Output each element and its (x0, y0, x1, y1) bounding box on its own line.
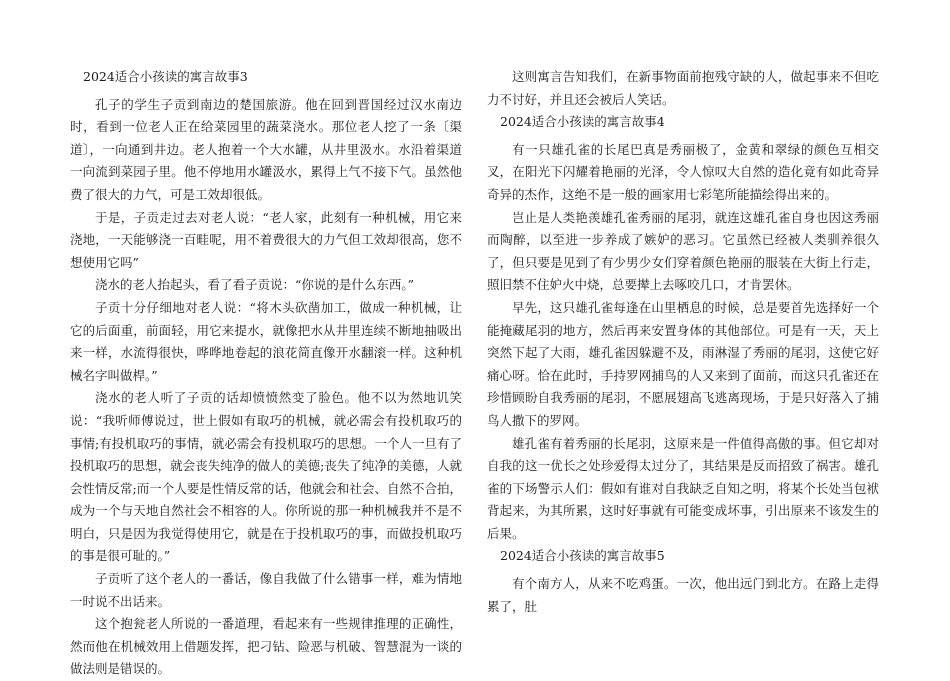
story-heading: 2024适合小孩读的寓言故事3 (83, 69, 248, 84)
paragraph: 这个抱瓮老人所说的一番道理，看起来有一些规律推理的正确性，然而他在机械效用上借题发挥，把刁钻、险恶与机破、智慧混为一谈的做法则是错误的。 (70, 616, 462, 677)
paragraph: 有个南方人，从来不吃鸡蛋。一次，他出远门到北方。在路上走得累了，肚 (487, 576, 879, 614)
paragraph: 这则寓言告知我们，在新事物面前抱残守缺的人，做起事来不但吃力不讨好，并且还会被后人笑话。 (487, 69, 879, 107)
paragraph: 孔子的学生子贡到南边的楚国旅游。他在回到晋国经过汉水南边时，看到一位老人正在给菜园里的蔬菜浇水。那位老人挖了一条〔渠道〕，一向通到井边。老人抱着一个大水罐，从井里汲水。水沿着渠道一向流到菜园子里。他不停地用水罐汲水，累得上气不接下气。虽然他费了很大的力气，可是工效却很低。 (70, 96, 462, 202)
paragraph: 浇水的老人听了子贡的话却愤愤然变了脸色。他不以为然地讥笑说：“我听师傅说过，世上假如有取巧的机械，就必需会有投机取巧的事情;有投机取巧的事情，就必需会有投机取巧的思想。一个人一旦有了投机取巧的思想，就会丧失纯净的做人的美德;丧失了纯净的美德，人就会性情反常;而一个人要是性情反常的话，他就会和社会、自然不合拍，成为一个与天地自然社会不相容的人。你所说的那一种机械我并不是不明白，只是因为我觉得使用它，就是在于投机取巧的事，而做投机取巧的事是很可耻的。” (70, 390, 462, 564)
paragraph: 浇水的老人抬起头，看了看子贡说：“你说的是什么东西。” (95, 277, 415, 293)
paragraph: 于是，子贡走过去对老人说：“老人家，此刻有一种机械，用它来浇地，一天能够浇一百畦呢，用不着费很大的力气但工效却很高，您不想使用它吗” (70, 209, 462, 270)
paragraph: 有一只雄孔雀的长尾巴真是秀丽极了，金黄和翠绿的颜色互相交叉，在阳光下闪耀着艳丽的光泽，令人惊叹大自然的造化竟有如此奇异奇异的杰作，这绝不是一般的画家用七彩笔所能描绘得出来的。 (487, 141, 879, 202)
paragraph: 早先，这只雄孔雀每逢在山里栖息的时候，总是要首先选择好一个能掩藏尾羽的地方，然后再来安置身体的其他部位。可是有一天，天上突然下起了大雨，雄孔雀因躲避不及，雨淋湿了秀丽的尾羽，这使它好痛心呀。恰在此时，手持罗网捕鸟的人又来到了面前，而这只孔雀还在珍惜顾盼自我秀丽的尾羽，不愿展翅高飞逃离现场，于是只好落入了捕鸟人撒下的罗网。 (487, 299, 879, 428)
right-column (487, 66, 879, 618)
paragraph: 子贡听了这个老人的一番话，像自我做了什么错事一样，难为情地一时说不出话来。 (70, 571, 462, 609)
left-column (70, 66, 462, 681)
paragraph: 雄孔雀有着秀丽的长尾羽，这原来是一件值得高傲的事。但它却对自我的这一优长之处珍爱得太过分了，其结果是反而招致了祸害。雄孔雀的下场警示人们：假如有谁对自我缺乏自知之明，将某个长处当包袱背起来，为其所累，这时好事就有可能变成坏事，引出原来不该发生的后果。 (487, 435, 879, 541)
paragraph: 岂止是人类艳羡雄孔雀秀丽的尾羽，就连这雄孔雀自身也因这秀丽而陶醉，以至进一步养成了嫉妒的恶习。它虽然已经被人类驯养很久了，但只要是见到了有少男少女们穿着颜色艳丽的服装在大街上行走，照旧禁不住妒火中烧，总要撵上去啄咬几口，才肯罢休。 (487, 209, 879, 293)
story-heading: 2024适合小孩读的寓言故事4 (500, 114, 665, 130)
paragraph: 子贡十分仔细地对老人说：“将木头砍凿加工，做成一种机械，让它的后面重，前面轻，用它来提水，就像把水从井里连续不断地抽吸出来一样，水流得很快，哗哗地卷起的浪花简直像开水翻滚一样。这种机械名字叫做桿。” (70, 299, 462, 383)
story-heading: 2024适合小孩读的寓言故事5 (500, 548, 665, 564)
